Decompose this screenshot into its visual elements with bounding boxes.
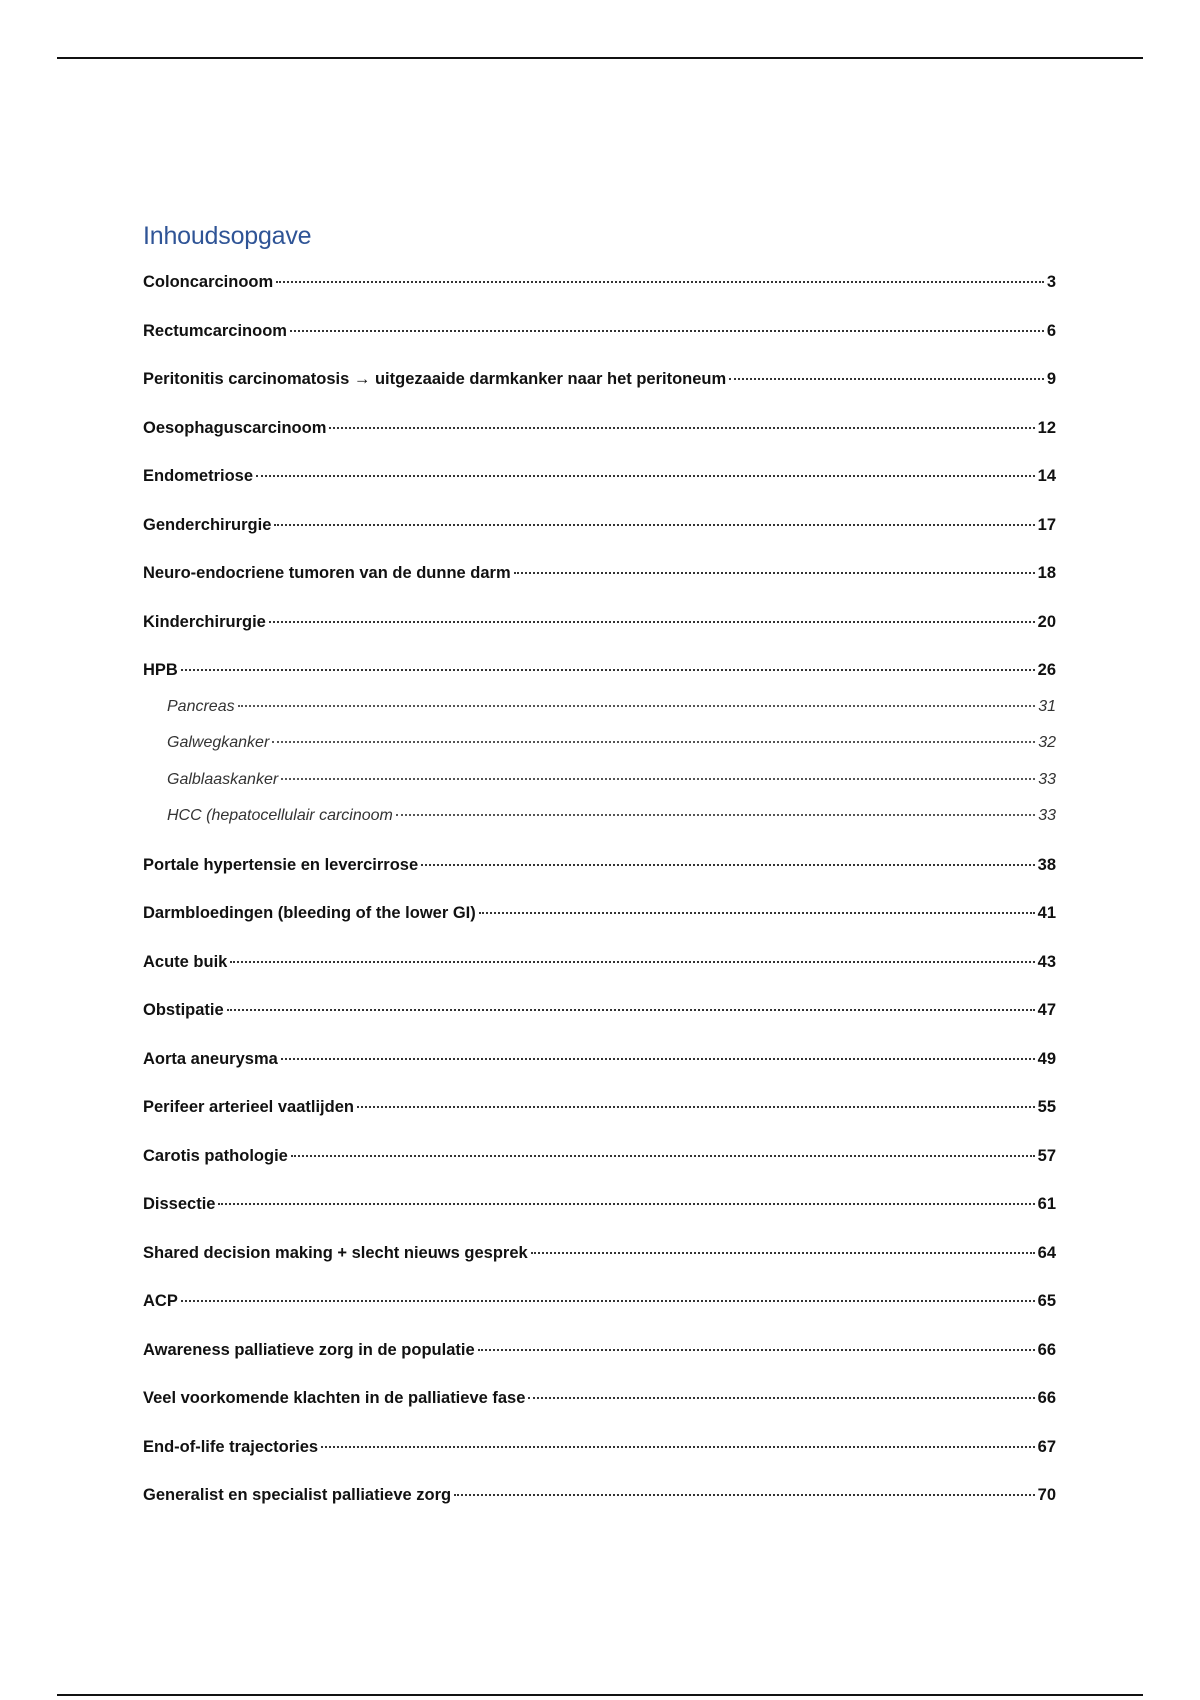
toc-subentry-galblaaskanker[interactable] xyxy=(143,771,1056,795)
toc-entry-page: 66 xyxy=(1037,1389,1056,1407)
toc-entry-awareness-palliatieve-zorg[interactable] xyxy=(143,1341,1056,1365)
toc-entry-dissectie[interactable] xyxy=(143,1195,1056,1219)
toc-entry-genderchirurgie[interactable] xyxy=(143,516,1056,540)
toc-entry-hpb[interactable] xyxy=(143,661,1056,685)
dot-leader xyxy=(729,378,1044,380)
toc-entry-shared-decision-making[interactable] xyxy=(143,1244,1056,1268)
dot-leader xyxy=(272,741,1035,743)
toc-entry-page: 64 xyxy=(1037,1243,1056,1262)
toc-entry-page: 3 xyxy=(1046,273,1056,291)
toc-subentry-galwegkanker[interactable] xyxy=(143,734,1056,758)
dot-leader xyxy=(281,1058,1035,1060)
footer-rule xyxy=(57,1694,1143,1696)
dot-leader xyxy=(321,1446,1035,1448)
toc-entry-kinderchirurgie[interactable] xyxy=(143,613,1056,637)
toc-entry-coloncarcinoom[interactable] xyxy=(143,273,1056,297)
toc-entry-label: End-of-life trajectories xyxy=(143,1437,319,1456)
table-of-contents xyxy=(143,222,1056,1510)
toc-entry-rectumcarcinoom[interactable] xyxy=(143,322,1056,346)
dot-leader xyxy=(454,1494,1035,1496)
toc-entry-label: Veel voorkomende klachten in de palliatieve fase xyxy=(143,1389,526,1407)
toc-entry-veel-voorkomende-klachten[interactable] xyxy=(143,1389,1056,1413)
toc-entry-perifeer-arterieel-vaatlijden[interactable] xyxy=(143,1098,1056,1122)
toc-entry-page: 61 xyxy=(1037,1195,1056,1213)
toc-entry-page: 49 xyxy=(1037,1049,1056,1068)
toc-entry-page: 33 xyxy=(1038,807,1056,824)
toc-entry-aorta-aneurysma[interactable] xyxy=(143,1050,1056,1074)
toc-entry-label: Galblaaskanker xyxy=(167,770,279,788)
dot-leader xyxy=(421,864,1035,866)
toc-entry-carotis-pathologie[interactable] xyxy=(143,1147,1056,1171)
dot-leader xyxy=(269,621,1035,623)
toc-entry-page: 47 xyxy=(1037,1001,1056,1019)
toc-title: Inhoudsopgave xyxy=(143,222,312,250)
toc-entry-page: 67 xyxy=(1037,1437,1056,1456)
toc-entry-page: 6 xyxy=(1046,321,1056,340)
dot-leader xyxy=(276,281,1044,283)
toc-entry-oesophaguscarcinoom[interactable] xyxy=(143,419,1056,443)
toc-entry-label: Perifeer arterieel vaatlijden xyxy=(143,1098,354,1116)
toc-entry-label: Endometriose xyxy=(143,467,254,485)
dot-leader xyxy=(479,912,1035,914)
toc-entry-end-of-life-trajectories[interactable] xyxy=(143,1438,1056,1462)
toc-entry-page: 66 xyxy=(1037,1340,1056,1359)
toc-entry-label: Portale hypertensie en levercirrose xyxy=(143,855,419,874)
toc-entry-page: 31 xyxy=(1038,697,1056,715)
toc-entry-label: Rectumcarcinoom xyxy=(143,321,287,340)
toc-entry-label: Pancreas xyxy=(167,697,235,715)
dot-leader xyxy=(218,1203,1034,1205)
dot-leader xyxy=(181,1300,1035,1302)
toc-entry-page: 26 xyxy=(1037,661,1056,679)
dot-leader xyxy=(291,1155,1035,1157)
toc-entry-label: HPB xyxy=(143,661,178,679)
toc-entry-label: Oesophaguscarcinoom xyxy=(143,418,327,437)
header-rule xyxy=(57,57,1143,59)
dot-leader xyxy=(531,1252,1035,1254)
dot-leader xyxy=(227,1009,1035,1011)
toc-entry-label: HCC (hepatocellulair carcinoom xyxy=(167,807,393,824)
toc-subentry-pancreas[interactable] xyxy=(143,698,1056,722)
toc-entry-label: Awareness palliatieve zorg in de populatie xyxy=(143,1340,475,1359)
toc-entry-peritonitis-carcinomatosis[interactable] xyxy=(143,370,1056,394)
toc-entry-obstipatie[interactable] xyxy=(143,1001,1056,1025)
toc-entry-page: 38 xyxy=(1037,855,1056,874)
toc-entry-label: Shared decision making + slecht nieuws gesprek xyxy=(143,1243,528,1262)
dot-leader xyxy=(256,475,1035,477)
toc-entry-label: Generalist en specialist palliatieve zorg xyxy=(143,1486,452,1504)
toc-subentry-hcc[interactable] xyxy=(143,807,1056,831)
dot-leader xyxy=(290,330,1044,332)
toc-entry-page: 9 xyxy=(1046,370,1056,388)
toc-entry-darmbloedingen[interactable] xyxy=(143,904,1056,928)
toc-entry-label: Kinderchirurgie xyxy=(143,612,266,631)
toc-entry-label: Dissectie xyxy=(143,1195,216,1213)
toc-entry-label: Peritonitis carcinomatosis → uitgezaaide darmkanker naar het peritoneum xyxy=(143,370,727,388)
toc-entry-label: Darmbloedingen (bleeding of the lower GI) xyxy=(143,904,476,922)
toc-entry-page: 57 xyxy=(1037,1146,1056,1165)
toc-entry-page: 43 xyxy=(1037,952,1056,971)
toc-entry-label: Galwegkanker xyxy=(167,734,270,751)
toc-entry-page: 41 xyxy=(1037,904,1056,922)
dot-leader xyxy=(181,669,1035,671)
toc-entry-portale-hypertensie[interactable] xyxy=(143,856,1056,880)
dot-leader xyxy=(230,961,1034,963)
toc-entry-endometriose[interactable] xyxy=(143,467,1056,491)
toc-entry-acp[interactable] xyxy=(143,1292,1056,1316)
dot-leader xyxy=(274,524,1034,526)
toc-entry-label: ACP xyxy=(143,1292,178,1310)
dot-leader xyxy=(329,427,1034,429)
toc-entry-generalist-en-specialist[interactable] xyxy=(143,1486,1056,1510)
toc-entry-page: 32 xyxy=(1038,734,1056,751)
toc-entry-label: Obstipatie xyxy=(143,1001,224,1019)
dot-leader xyxy=(396,814,1035,816)
dot-leader xyxy=(514,572,1035,574)
toc-entry-page: 12 xyxy=(1037,418,1056,437)
toc-entry-page: 17 xyxy=(1037,515,1056,534)
toc-entry-label: Acute buik xyxy=(143,952,228,971)
toc-entry-label: Aorta aneurysma xyxy=(143,1049,278,1068)
toc-entry-page: 20 xyxy=(1037,612,1056,631)
toc-entry-page: 70 xyxy=(1037,1486,1056,1504)
dot-leader xyxy=(528,1397,1034,1399)
toc-entry-page: 55 xyxy=(1037,1098,1056,1116)
toc-entry-label: Neuro-endocriene tumoren van de dunne darm xyxy=(143,564,511,582)
toc-entry-label: Coloncarcinoom xyxy=(143,273,274,291)
toc-entry-page: 65 xyxy=(1037,1292,1056,1310)
dot-leader xyxy=(478,1349,1035,1351)
dot-leader xyxy=(281,778,1035,780)
toc-entry-page: 18 xyxy=(1037,564,1056,582)
toc-entry-page: 33 xyxy=(1038,770,1056,788)
toc-entry-acute-buik[interactable] xyxy=(143,953,1056,977)
toc-entry-label: Carotis pathologie xyxy=(143,1146,288,1165)
toc-entry-label: Genderchirurgie xyxy=(143,515,272,534)
toc-entry-neuro-endocriene-tumoren[interactable] xyxy=(143,564,1056,588)
dot-leader xyxy=(238,705,1036,707)
dot-leader xyxy=(357,1106,1035,1108)
toc-entry-page: 14 xyxy=(1037,467,1056,485)
